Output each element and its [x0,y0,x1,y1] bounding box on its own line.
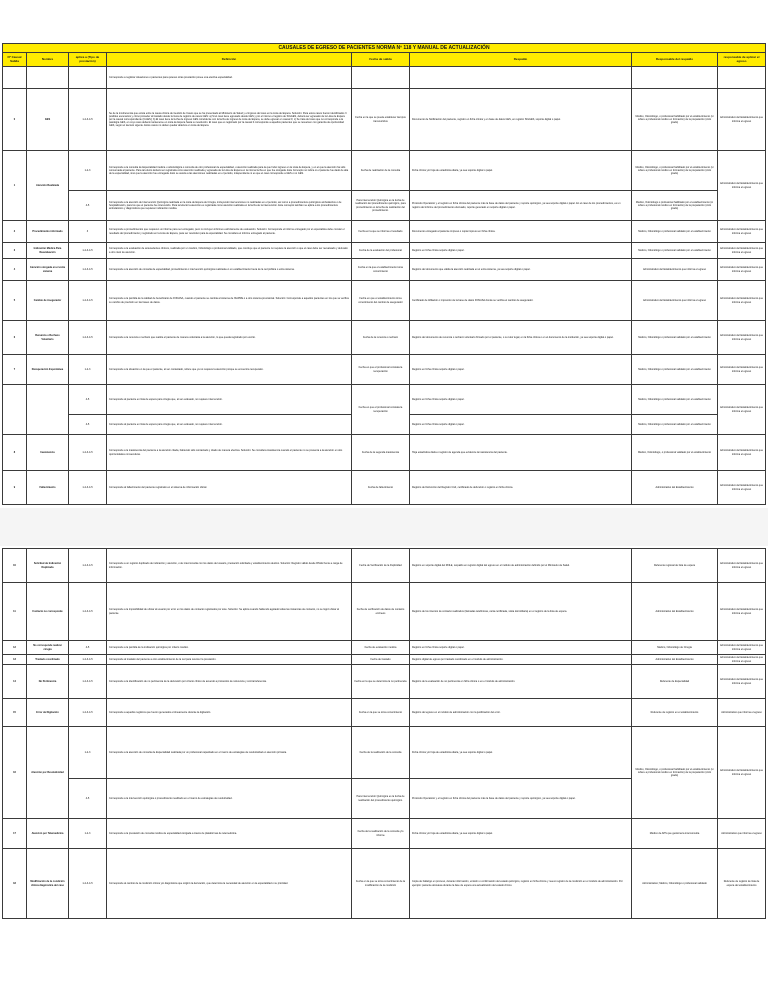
header-responsable: Responsable del respaldo [632,53,718,67]
cell-n: 5 [3,281,27,321]
cell-n: 2 [3,221,27,243]
table-row [3,151,766,191]
cell-definicion: Corresponde a aquellos registros que fueron generados erróneamente durante la digitación. [107,699,352,727]
cell-aplica: 1-2-3-4-5 [69,321,107,355]
header-definicion: Definición [107,53,352,67]
cell-respaldo: Registro en ficha clínica soporte digital o papel. [410,355,632,385]
cell-responsable: Administrativo; Médico, Odontólogo o profesional validado [632,849,718,919]
cell-responsable: Médico, Odontólogo o profesional validado por el establecimiento [632,385,718,415]
cell-respaldo: Protocolo Operatorio y el registro en ficha clínica del paciente más la base de datos del paciente y reporte quirúrgico, ya sea soporte digital o papel. [410,779,632,819]
cell-n: 3 [3,243,27,259]
cell-nombre: GES [27,89,69,151]
cell-aplica: 1-2-3-4-5 [69,89,107,151]
cell-aplicador: Administrativo del Establecimiento que informa el egreso [718,151,766,221]
cell-responsable: Médico de APS que gestiona la interconsulta [632,819,718,849]
cell-definicion: Corresponde a la evaluación de antecedentes clínicos, realizada por un médico, Odontólogo o profesional validado, que concluye que el paciente no requiere la atención o que el caso debe ser reevaluado y derivado a otro nivel de atención. [107,243,352,259]
cell-respaldo: Copia de hallazgo en proceso, durante información, emisión o confirmación del estado quirúrgico, registro en ficha clínica y nuevo registro de la condición en el módulo de administración. Por ejemplo: paciente atraviesa durante la fase de espera una actualización del estado clínico. [410,849,632,919]
cell-n: 17 [3,819,27,849]
cell-aplicador: Administrativo del Establecimiento que informa el egreso [718,243,766,259]
table-row [3,385,766,415]
cell-definicion: Corresponde a la intervención quirúrgica o procedimiento realizado en el marco de estrategias de resolutividad. [107,779,352,819]
table-row [3,191,766,221]
cell-nombre: No Pertinencia [27,665,69,699]
cell-responsable: Médico, Odontólogo o profesional validado por el establecimiento [632,415,718,435]
cell-aplicador: Administrativo del Establecimiento que informa el egreso [718,641,766,655]
cell-aplica: 4-5 [69,415,107,435]
cell-definicion: Corresponde a la pérdida de la calidad de beneficiario de FONASA, cuando el paciente se cambia al sistema de ISAPRE o a otro sistema previsional. Solución: Corresponde a aquellos pacientes en los que se verifica su cambio de previsión en las bases de datos. [107,281,352,321]
cell-definicion: Corresponde al paciente en lista de espera para cirugía que, al ser evaluado, no requiere intervención. [107,415,352,435]
table-row [3,655,766,665]
cell-definicion: Corresponde a la atención de Intervención Quirúrgica realizada en la Lista de Espera de Cirugía, incluyendo intervenciones no realizadas en el período, así como a procedimientos quirúrgicos ambulatorios o de hospitalización, para los que el paciente fue intervenido. Para tal efecto la atención es registrada como atención realizada en la fecha de la intervención. Este concepto también se aplica a los procedimientos ambulatorios y diagnósticos que requieren indicación médica. [107,191,352,221]
cell-aplica: 4-5 [69,641,107,655]
cell-aplicador: Administrativo del Establecimiento que informa el egreso [718,549,766,583]
cell-aplicador: Administrativo del Establecimiento que informa el egreso [718,655,766,665]
cell-nombre [27,385,69,435]
cell-n: 10 [3,549,27,583]
table-row [3,641,766,655]
cell-responsable [632,67,718,89]
cell-responsable: Administrativo del Establecimiento que informa el egreso [632,281,718,321]
cell-definicion: Corresponde a la situación en la que el paciente, al ser contactado, refiere que ya no requiere la atención porque se encuentra recuperado. [107,355,352,385]
cell-nombre: Indicación Médica Para Reevaluación [27,243,69,259]
cell-fecha [352,67,410,89]
cell-responsable: Referente regional de lista de espera [632,549,718,583]
cell-nombre [27,67,69,89]
cell-nombre: Recuperación Espontánea [27,355,69,385]
cell-respaldo: Registro en ficha clínica soporte digital o papel. [410,385,632,415]
table-row [3,321,766,355]
cell-fecha: Fecha de la renuncia o rechazo [352,321,410,355]
cell-aplicador: Administrativo del Establecimiento que informa el egreso [718,435,766,471]
cell-aplica: 1-2-3-4-5 [69,549,107,583]
cell-respaldo: Documento de Notificación del paciente, registro en ficha clínica y en base de datos GES, en registro SIGGES, soporte digital o papel. [410,89,632,151]
cell-respaldo: Registro del documento que valida la atención realizada en el extra sistema, ya sea soporte digital o papel. [410,259,632,281]
cell-aplicador: Administrativo del Establecimiento que informa el egreso [718,665,766,699]
header-fecha: Fecha de salida [352,53,410,67]
cell-definicion: Se de la incoherencia que exista entre la causa clínica de Gestión de Casos que se ha presentado al Ministerio de Salud y el ingreso del caso en la Lista de Espera. Solución: Para estos casos fueron identificados 3 posibles escenarios y cómo proceder al traslado desde la Guía de registro de casos GES: a) Si el caso tiene egresado desde GES y por el mismo el registro de SIGGES, deberá ser egresado de la Lista de Espera por la causal correspondiente (0-GES); b) El caso tiene la fecha de ingreso GES coincidente con la fecha de ingreso de Lista de Espera, se debe egresar en causal 0; c) Se trata del caso que no corresponde a la patología GES, en cuyo caso deberá mantenerse en Lista de Espera hasta su resolución. El caso que es registrado por la causal 0 corresponde a aquellos pacientes que se resuelven con garantía de oportunidad GES, según el decreto vigente. Estos casos no deben quedar abiertos en Lista de Espera. [107,89,352,151]
cell-aplicador: Administrativo del Establecimiento que informa el egreso [718,259,766,281]
cell-nombre: No corresponde realizar cirugía [27,641,69,655]
cell-nombre: Atención por Telemedicina [27,819,69,849]
cell-respaldo: Hoja estadística diaria o registro de agenda que evidencie la inasistencia del paciente. [410,435,632,471]
cell-n: 8 [3,435,27,471]
cell-aplicador: Referente de registro de lista de espera del establecimiento [718,849,766,919]
cell-respaldo: Registro del documento de renuncia o rechazo voluntario firmado por el paciente, o su tutor legal, en la ficha clínica o en el documento de la institución, ya sea soporte digital o papel. [410,321,632,355]
cell-n: 0 [3,89,27,151]
cell-respaldo: Documento entregado al paciente impreso o copia impreso en ficha clínica. [410,221,632,243]
cell-fecha: Fecha de evaluación médica [352,641,410,655]
cell-responsable: Médico, Odontólogo, o profesional habilitado por el establecimiento (sí refiere a profesional médico en formación) de la preparación (ciclo grado) [632,151,718,191]
cell-respaldo: Registro digital de egreso por traslado coordinado en el módulo de administración. [410,655,632,665]
cell-fecha: Fecha de la realización de la consulta y/o informe [352,819,410,849]
header-aplica: aplica a (Tipo de prestación) [69,53,107,67]
cell-aplica: 4-5 [69,385,107,415]
cell-fecha: Fecha en la que se informa el resultado [352,221,410,243]
cell-fecha: Fecha de realización de la consulta [352,151,410,191]
cell-nombre: Procedimiento informado [27,221,69,243]
cell-definicion: Corresponde a la imposibilidad de ubicar al usuario por error en los datos de contacto registrados por éste. Solución: Se aplica cuando habiendo agotado todas las instancias de contacto, no se logró ubicar al paciente. [107,583,352,641]
cell-responsable: Médico, Odontólogo o profesional validado por el establecimiento [632,355,718,385]
cell-fecha: Fecha de Verificación de la Duplicidad [352,549,410,583]
cell-respaldo: Certificado de Afiliación o impresión de la base de datos FONASA donde se verifica el cambio de asegurador. [410,281,632,321]
cell-responsable: Médico, Odontólogo de Cirugía [632,641,718,655]
table-row [3,699,766,727]
cell-nombre: Cambio de Asegurador [27,281,69,321]
cell-fecha: Fecha de la realización de la consulta [352,727,410,779]
cell-aplica: 1-2-3-4-5 [69,655,107,665]
cell-respaldo: Registro en ficha clínica soporte digital o papel. [410,243,632,259]
cell-fecha: Fecha de verificación de datos de contacto erróneos [352,583,410,641]
cell-n: 11 [3,583,27,641]
cell-aplicador: Administrativo del Establecimiento que informa el egreso [718,727,766,819]
cell-respaldo: Ficha clínica y/o hoja de estadística diaria, ya sea soporte digital o papel. [410,819,632,849]
table-title: CAUSALES DE EGRESO DE PACIENTES NORMA Nº 118 Y MANUAL DE ACTUALIZACIÓN [3,44,766,53]
table-row [3,259,766,281]
table-row [3,819,766,849]
table-row [3,89,766,151]
cell-n: 6 [3,321,27,355]
cell-fecha: Fecha de traslado [352,655,410,665]
cell-n: 14 [3,665,27,699]
table-row [3,583,766,641]
cell-definicion: Corresponde a la consulta de Especialidad médica u odontológica o consulta de otro profesional de especialidad, o atención realizada para la que hubo ingreso en la Lista de Espera, y en el que la atención ha sido consumada al paciente. Para tal efecto deberá ser registrada como atención realizada y egresada de la Lista de Espera en la misma fecha en que fue otorgada. Este Concepto no indica si el paciente fue dado de alta de la especialidad, sino que la atención fue entregada. Esto se asocia a las atenciones realizadas en el período, independiente si es que el caso corresponde a GES o no GES. [107,151,352,191]
cell-definicion: Corresponde a la renuncia o rechazo que realiza el paciente de manera voluntaria a la atención, lo que queda registrado por escrito. [107,321,352,355]
cell-nombre: Modificación de la condición clínica diagnóstica del caso [27,849,69,919]
cell-definicion: Corresponde al traslado del paciente a otro establecimiento de la red para resolver la prestación. [107,655,352,665]
cell-nombre: Atención Realizada [27,151,69,221]
page-break [0,508,768,546]
cell-aplicador: Administrativo que informa el egreso [718,819,766,849]
cell-n: 12 [3,641,27,655]
cell-responsable: Referente de Especialidad [632,665,718,699]
table-row [3,665,766,699]
cell-fecha: Fecha en la que se toma conocimiento [352,699,410,727]
cell-respaldo: Registro en ficha clínica soporte digital o papel. [410,641,632,655]
cell-aplica: 1-2-3-4-5 [69,699,107,727]
cell-responsable: Médico, Odontólogo o profesional validado por el establecimiento [632,243,718,259]
cell-definicion: Corresponde al fallecimiento del paciente registrado en el sistema de información oficial. [107,471,352,505]
header-n-causal: Nº Causal Salida [3,53,27,67]
cell-aplicador: Administrativo del Establecimiento que informa el egreso [718,89,766,151]
cell-aplicador: Administrativo del Establecimiento que informa el egreso [718,471,766,505]
cell-responsable: Administrativo del Establecimiento [632,583,718,641]
cell-aplica: 1-2-3-4-5 [69,471,107,505]
cell-respaldo: Registro en soporte digital del RNLE, respaldo en registro digital del egreso en el módulo de administración definido por el Ministerio de Salud. [410,549,632,583]
header-resp-aplicar: responsable de aplicar el egreso [718,53,766,67]
cell-aplica: 1-2-3 [69,151,107,191]
cell-aplicador: Administrativo del Establecimiento que informa el egreso [718,355,766,385]
cell-aplicador: Administrativo del Establecimiento que informa el egreso [718,385,766,435]
cell-definicion: Corresponde a la pérdida de la indicación quirúrgica por criterio médico. [107,641,352,655]
causales-table-part-1 [2,43,766,505]
header-nombre: Nombre [27,53,69,67]
cell-respaldo: Ficha clínica y/o hoja de estadística diaria, ya sea soporte digital o papel. [410,727,632,779]
table-row [3,849,766,919]
table-row [3,281,766,321]
causales-table-part-2 [2,548,766,919]
cell-aplicador: Administrativo que informa el egreso [718,699,766,727]
cell-respaldo: Registro de Defunción del Registro Civil, certificado de defunción o registro en ficha clínica. [410,471,632,505]
cell-aplica: 4-5 [69,779,107,819]
cell-responsable: Referente de registro en el establecimiento [632,699,718,727]
cell-fecha: Fecha en la que se puede establecer tiempos transcurridos [352,89,410,151]
cell-nombre: Contacto no corresponde [27,583,69,641]
cell-fecha: Para intervención Quirúrgica es la fecha de realización del procedimiento quirúrgico. [352,779,410,819]
cell-respaldo [410,67,632,89]
cell-aplica: 1-2-3-4-5 [69,259,107,281]
cell-responsable: Administrativo del Establecimiento que informa el egreso [632,259,718,281]
cell-responsable: Médico, Odontólogo, o profesional habilitado por el establecimiento (sí refiere a profesional médico en formación) de la preparación (ciclo grado) [632,727,718,819]
cell-aplica [69,67,107,89]
cell-aplica: 1-2-3-4-5 [69,435,107,471]
cell-fecha: Para intervención Quirúrgica es la fecha de realización del procedimiento quirúrgico, para procedimiento es la fecha de realización del procedimiento. [352,191,410,221]
cell-fecha: Fecha en que el establecimiento toma conocimiento del cambio de asegurador [352,281,410,321]
cell-aplica: 4-5 [69,191,107,221]
cell-nombre: Error de Digitación [27,699,69,727]
cell-aplica: 1-2-3 [69,727,107,779]
cell-respaldo: Protocolo Operatorio y el registro en ficha clínica del paciente más la base de datos del paciente y reporte quirúrgico, ya sea soporte digital o papel. En el caso de los procedimientos, es un registro del informe del procedimiento efectuado, reporte generado en soporte digital o papel. [410,191,632,221]
cell-responsable: Médico, Odontólogo, o profesional habilitado por el establecimiento (sí refiere a profesional médico en formación) de la preparación (ciclo grado) [632,89,718,151]
cell-aplica: 1-2-3-4-5 [69,281,107,321]
cell-respaldo: Registro de la evaluación de no pertinencia en ficha clínica o en el módulo de administración. [410,665,632,699]
cell-responsable: Médico, Odontólogo o profesional habilitado por el establecimiento (sí refiere a profesional médico en formación) de la preparación (ciclo grado) [632,191,718,221]
table-row [3,221,766,243]
cell-definicion: Corresponde a procedimientos que requieren un informe para ser entregado, pero no incluyen informes estrictamente de evaluación. Solución: Corresponde el informe entregado por el especialista debe constar el resultado del procedimiento y registrado en la Lista de Espera, para ser resolutivo para la especialidad. Se considera el informe entregado al paciente. [107,221,352,243]
cell-fecha: Fecha de la segunda inasistencia [352,435,410,471]
cell-nombre: Solicitud de Indicación Duplicada [27,549,69,583]
cell-nombre: Renuncia o Rechazo Voluntario [27,321,69,355]
cell-n: 4 [3,259,27,281]
cell-definicion: Corresponde a la inasistencia del paciente a la atención citada, habiendo sido contactado y citado de manera efectiva. Solución: Se considera inasistencia cuando el paciente no se presenta a la atención en dos oportunidades consecutivas. [107,435,352,471]
cell-respaldo: Registro de los intentos de contacto realizados (llamadas telefónicas, carta certificada, visita domiciliaria) en el registro de la lista de espera. [410,583,632,641]
cell-responsable: Médico, Odontólogo o profesional validado por el establecimiento [632,321,718,355]
cell-respaldo: Registro en ficha clínica soporte digital o papel. [410,415,632,435]
cell-nombre: Inasistencia [27,435,69,471]
cell-respaldo: Registro del egreso en el módulo de administración con la justificación del error. [410,699,632,727]
cell-responsable: Administrativo del Establecimiento [632,655,718,665]
cell-responsable: Médico, Odontólogo o profesional validado por el establecimiento [632,221,718,243]
cell-nombre: Fallecimiento [27,471,69,505]
cell-fecha: Fecha de la evaluación del profesional [352,243,410,259]
cell-n: 18 [3,849,27,919]
cell-responsable: Médico, Odontólogo, o profesional validado por el establecimiento [632,435,718,471]
table-row [3,243,766,259]
cell-n: 9 [3,471,27,505]
cell-n: 15 [3,699,27,727]
cell-definicion: Corresponde a un registro duplicado de indicación y atención, o de interconsulta con los datos del usuario, prestación solicitada y establecimiento destino. Solución: Registro válido desde RNLE frente a carga de información. [107,549,352,583]
cell-n [3,67,27,89]
cell-nombre: Atención otorgada en el extra sistema [27,259,69,281]
cell-fecha: Fecha en que el profesional constata la recuperación [352,385,410,435]
cell-respaldo: Ficha clínica y/o hoja de estadística diaria, ya sea soporte digital o papel. [410,151,632,191]
cell-n: 13 [3,655,27,665]
table-row [3,727,766,779]
cell-aplica: 1-2-3-4-5 [69,583,107,641]
cell-aplica: 1-2-3 [69,355,107,385]
cell-definicion: Corresponde al paciente en lista de espera para cirugía que, al ser evaluado, no requiere intervención. [107,385,352,415]
cell-definicion: Corresponde al cambio de la condición clínica y/o diagnóstica que originó la derivación, que determina la necesidad de atención en la especialidad o su prioridad. [107,849,352,919]
cell-aplica: 3 [69,221,107,243]
cell-aplicador: Administrativo del Establecimiento que informa el egreso [718,281,766,321]
cell-aplica: 1-2-3-4-5 [69,665,107,699]
table-row [3,67,766,89]
cell-n [3,385,27,435]
cell-fecha: Fecha en que el profesional constata la recuperación [352,355,410,385]
table-row [3,471,766,505]
cell-definicion: Corresponde a la identificación de no pertinencia de la derivación por criterio clínico de acuerdo a protocolos de referencia y contrarreferencia. [107,665,352,699]
table-row [3,549,766,583]
cell-nombre: Atención por Resolutividad [27,727,69,819]
cell-n: 16 [3,727,27,819]
cell-definicion: Corresponde a la prestación de consulta médica de especialidad otorgada a través de plataformas de telemedicina. [107,819,352,849]
cell-nombre: Traslado coordinado [27,655,69,665]
cell-definicion: Corresponde a registrar situaciones o pacientes para quienes otras prestación posee una electiva especialidad. [107,67,352,89]
cell-aplica: 1-2-3-4-5 [69,243,107,259]
cell-aplicador: Administrativo del Establecimiento que informa el egreso [718,221,766,243]
cell-fecha: Fecha en la que se determina la no pertinencia [352,665,410,699]
cell-definicion: Corresponde a la atención de consulta de Especialidad realizada por un profesional capacitado en el marco de estrategias de resolutividad en atención primaria. [107,727,352,779]
cell-fecha: Fecha en la que se toma conocimiento de la modificación de la condición [352,849,410,919]
cell-aplicador [718,67,766,89]
cell-aplica: 1-2-3 [69,819,107,849]
cell-aplica: 1-2-3-4-5 [69,849,107,919]
cell-aplicador: Administrativo del Establecimiento que informa el egreso [718,583,766,641]
cell-fecha: Fecha en la que el establecimiento toma conocimiento [352,259,410,281]
table-row [3,435,766,471]
cell-n: 7 [3,355,27,385]
header-respaldo: Respaldo [410,53,632,67]
cell-fecha: Fecha de fallecimiento [352,471,410,505]
cell-responsable: Administrativo del Establecimiento [632,471,718,505]
cell-n: 1 [3,151,27,221]
table-row [3,355,766,385]
cell-definicion: Corresponde a la atención de consulta de especialidad, procedimiento o intervención quirúrgica realizada en un establecimiento fuera de la red pública o extra sistema. [107,259,352,281]
cell-aplicador: Administrativo del Establecimiento que informa el egreso [718,321,766,355]
